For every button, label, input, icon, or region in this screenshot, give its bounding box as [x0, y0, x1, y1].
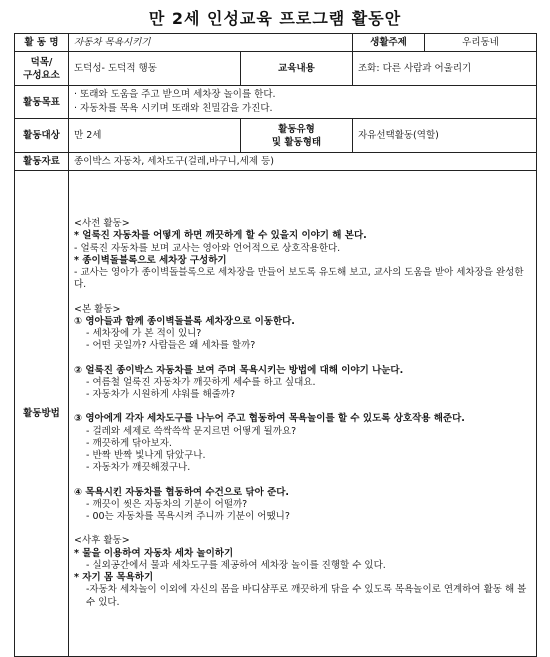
- activity-plan-table: [14, 33, 537, 657]
- pre-activity-2-line: - 교사는 영아가 종이벽돌블록으로 세차장을 만들어 보도록 유도해 보고, 교사의 도움을 받아 세차장을 완성한다.: [74, 267, 524, 291]
- step-1-title: ① 영아들과 함께 종이벽돌블록 세차장으로 이동한다.: [74, 315, 295, 327]
- step-4-title: ④ 목욕시킨 자동차를 협동하여 수건으로 닦아 준다.: [74, 486, 290, 498]
- pre-activity-header: <사전 활동>: [74, 218, 130, 230]
- step-2-line: - 자동차가 시원하게 샤워를 해줄까?: [86, 389, 236, 401]
- step-1-line: - 세차장에 가 본 적이 있니?: [86, 328, 202, 340]
- pre-activity-1-title: * 얼룩진 자동차를 어떻게 하면 깨끗하게 할 수 있을지 이야기 해 본다.: [74, 230, 367, 242]
- label-material: 활동자료: [15, 153, 69, 171]
- row-material: [15, 153, 537, 171]
- post-activity-1-title: * 물을 이용하여 자동차 세차 놀이하기: [74, 547, 234, 559]
- post-activity-1-line: - 실외공간에서 물과 세차도구를 제공하여 세차장 놀이를 진행할 수 있다.: [86, 559, 386, 571]
- step-3-line: - 걸레와 세제로 쓱싹쓱싹 문지르면 어떻게 될까요?: [86, 425, 297, 437]
- document-title: 만 2세 인성교육 프로그램 활동안: [148, 9, 402, 28]
- value-activity-type: 자유선택활동(역할): [353, 119, 537, 153]
- label-life-theme: 생활주제: [353, 34, 425, 52]
- label-target: 활동대상: [15, 119, 69, 153]
- goal-line: · 또래와 도움을 주고 받으며 세차장 놀이를 한다.: [74, 89, 276, 100]
- step-1-line: - 어떤 곳일까? 사람들은 왜 세차를 할까?: [86, 340, 256, 352]
- goal-line: · 자동차를 목욕 시키며 또래와 친밀감을 가진다.: [74, 103, 273, 114]
- post-activity-header: <사후 활동>: [74, 535, 130, 547]
- value-goals: [69, 86, 537, 119]
- value-activity-name: 자동차 목욕시키기: [69, 34, 353, 52]
- step-3-line: - 자동차가 깨끗해졌구나.: [86, 462, 191, 474]
- label-virtue: 덕목/ 구성요소: [15, 52, 69, 86]
- value-target: 만 2세: [69, 119, 241, 153]
- row-virtue: [15, 52, 537, 86]
- post-activity-2-line: -자동차 세차놀이 이외에 자신의 몸을 바디샴푸로 깨끗하게 닦을 수 있도록 목욕놀이로 연계하여 활동 해 볼 수 있다.: [86, 584, 527, 608]
- step-4-line: - 깨끗이 씻은 자동차의 기분이 어떨까?: [86, 498, 248, 510]
- step-3-title: ③ 영아에게 각자 세차도구를 나누어 주고 협동하여 목욕놀이를 할 수 있도록 상호작용 해준다.: [74, 413, 465, 425]
- row-activity-name: [15, 34, 537, 52]
- value-material: 종이박스 자동차, 세차도구(걸레,바구니,세제 등): [69, 153, 537, 171]
- label-content: 교육내용: [241, 52, 353, 86]
- step-2-line: - 여름철 얼룩진 자동차가 깨끗하게 세수를 하고 싶대요.: [86, 376, 316, 388]
- value-method: [69, 171, 537, 657]
- row-method: [15, 171, 537, 657]
- row-goal: [15, 86, 537, 119]
- value-content: 조화: 다른 사람과 어울리기: [353, 52, 537, 86]
- step-3-line: - 반짝 반짝 빛나게 닦았구나.: [86, 450, 206, 462]
- pre-activity-2-title: * 종이벽돌블록으로 세차장 구성하기: [74, 254, 227, 266]
- row-target: [15, 119, 537, 153]
- post-activity-2-title: * 자기 몸 목욕하기: [74, 572, 154, 584]
- step-4-line: - 00는 자동차를 목욕시켜 주니까 기분이 어땠니?: [86, 511, 290, 523]
- label-activity-type: 활동유형 및 활동형태: [241, 119, 353, 153]
- main-activity-header: <본 활동>: [74, 303, 121, 315]
- value-virtue: 도덕성- 도덕적 행동: [69, 52, 241, 86]
- value-life-theme: 우리동네: [425, 34, 537, 52]
- label-method: 활동방법: [15, 171, 69, 657]
- step-2-title: ② 얼룩진 종이박스 자동차를 보여 주며 목욕시키는 방법에 대해 이야기 나눈다.: [74, 364, 404, 376]
- pre-activity-1-line: - 얼룩진 자동차를 보며 교사는 영아와 언어적으로 상호작용한다.: [74, 242, 341, 254]
- label-goal: 활동목표: [15, 86, 69, 119]
- step-3-line: - 깨끗하게 닦아보자.: [86, 437, 172, 449]
- label-activity-name: 활 동 명: [15, 34, 69, 52]
